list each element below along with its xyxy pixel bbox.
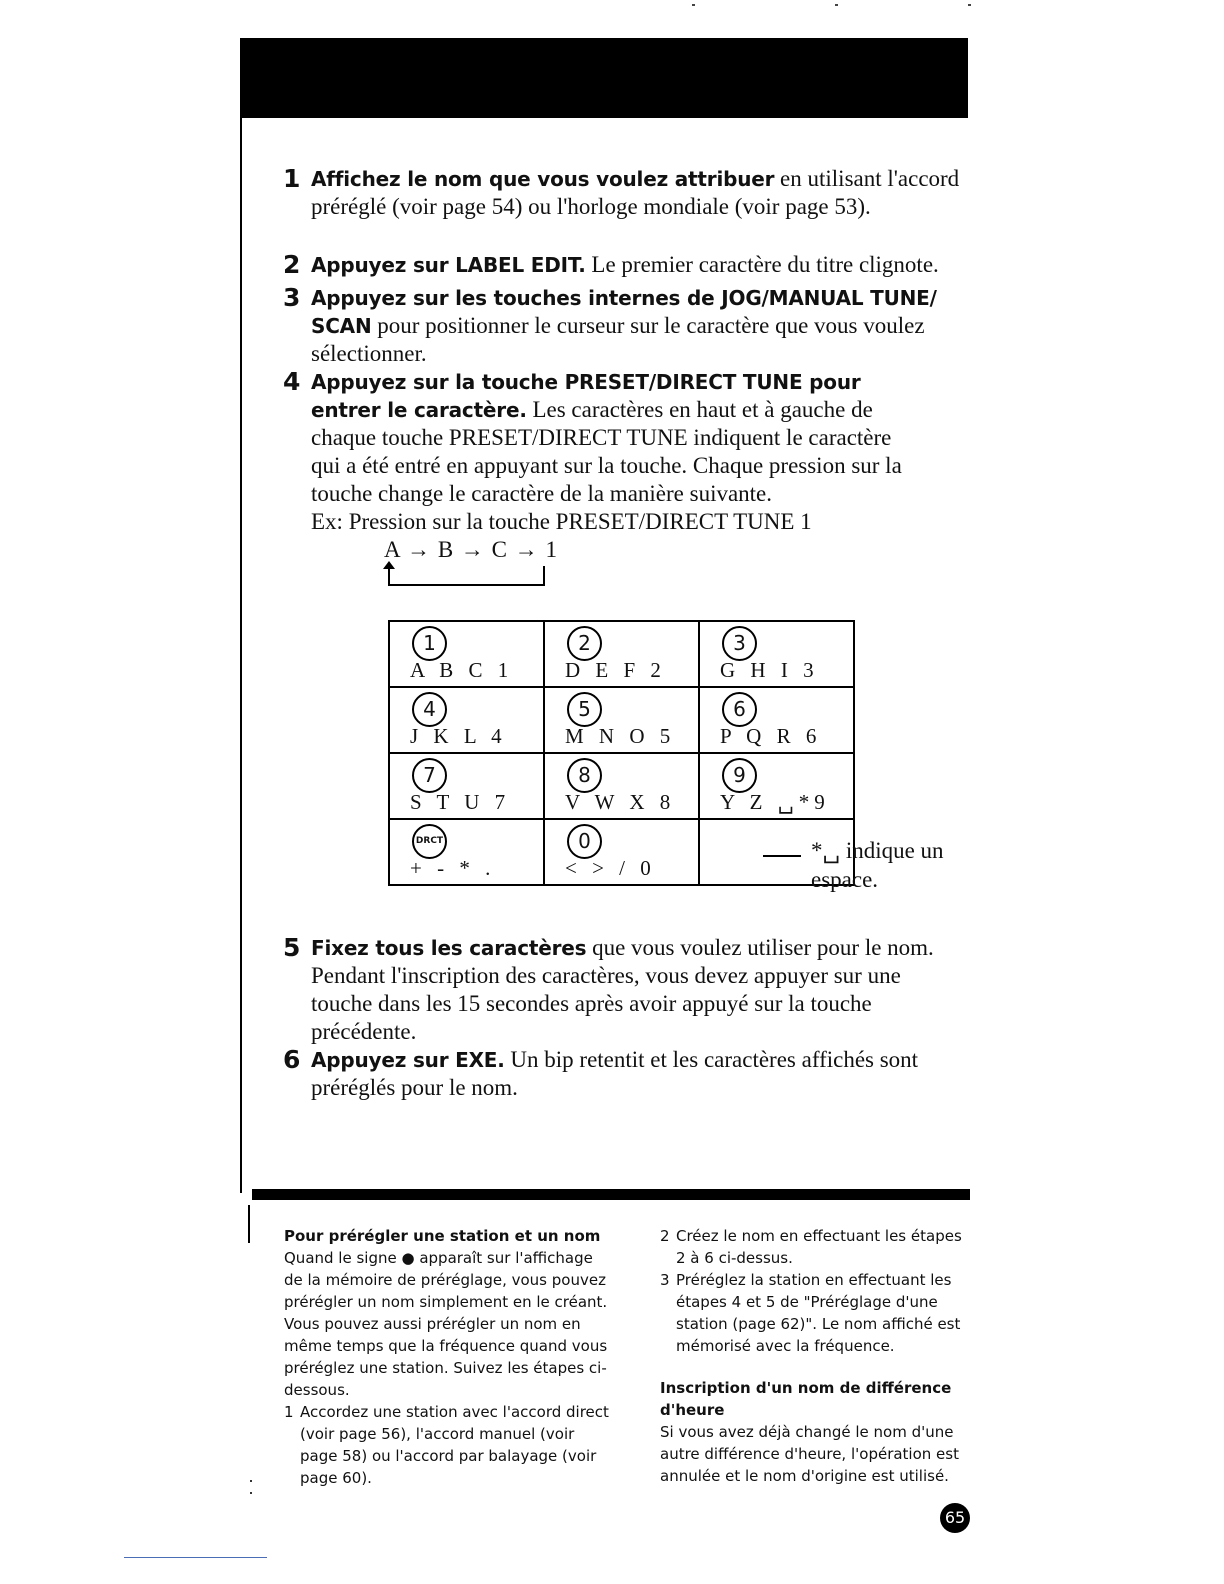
step-number: 6 [283, 1045, 301, 1074]
list-text: Créez le nom en effectuant les étapes 2 à 6 ci-dessus. [676, 1227, 962, 1267]
left-rule [240, 118, 242, 1193]
step-6 [283, 1046, 943, 1102]
key-cell [389, 819, 544, 885]
key-6-icon: 6 [722, 692, 757, 727]
key-5-icon: 5 [567, 692, 602, 727]
key-cell [544, 621, 699, 687]
key-chars: G H I 3 [720, 658, 819, 682]
step-heading: Appuyez sur les touches internes de JOG/MANUAL TUNE/ SCAN [311, 286, 937, 338]
scan-mark [968, 4, 971, 6]
key-chars: + - * . [410, 856, 496, 880]
section-divider [252, 1189, 970, 1200]
note-time-difference [660, 1225, 970, 1487]
key-chars: S T U 7 [410, 790, 511, 814]
note-list-item [660, 1269, 970, 1357]
empty-dash [763, 855, 801, 857]
step-number: 4 [283, 367, 301, 396]
step-heading: Fixez tous les caractères [311, 936, 587, 960]
step-5 [283, 934, 963, 1046]
step-1 [283, 165, 963, 221]
key-2-icon: 2 [567, 626, 602, 661]
list-text: Préréglez la station en effectuant les étapes 4 et 5 de "Préréglage d'une station (page 62)". Le nom affiché est mémorisé avec la fréquence. [676, 1271, 961, 1355]
scan-mark [250, 1480, 252, 1482]
sequence-return-line [388, 584, 545, 586]
step-heading: Appuyez sur EXE. [311, 1048, 505, 1072]
key-chars: Y Z ␣*9 [720, 790, 830, 814]
key-cell [389, 753, 544, 819]
key-7-icon: 7 [412, 758, 447, 793]
list-number: 1 [284, 1403, 294, 1421]
scan-mark [835, 4, 838, 6]
step-text: que vous voulez utiliser pour le nom. Pendant l'inscription des caractères, vous devez appuyer sur une touche dans les 15 secondes après avoir appuyé sur la touche précédente. [311, 935, 934, 1044]
key-8-icon: 8 [567, 758, 602, 793]
step-4 [283, 368, 923, 536]
key-chars: P Q R 6 [720, 724, 822, 748]
note-preset-station [284, 1225, 614, 1489]
list-text: Accordez une station avec l'accord direct (voir page 56), l'accord manuel (voir page 58) ou l'accord par balayage (voir page 60). [300, 1403, 609, 1487]
note-text: Quand le signe ● apparaît sur l'affichage de la mémoire de préréglage, vous pouvez prérégler un nom simplement en le créant. [284, 1249, 608, 1311]
note-list-item [660, 1225, 970, 1269]
key-cell [389, 687, 544, 753]
note-text: Si vous avez déjà changé le nom d'une autre différence d'heure, l'opération est annulée et le nom d'origine est utilisé. [660, 1423, 959, 1485]
space-note: *␣ indique un espace. [811, 838, 944, 892]
step-heading: Appuyez sur la touche PRESET/DIRECT TUNE pour entrer le caractère. [311, 370, 861, 422]
key-chars: J K L 4 [410, 724, 507, 748]
note-list-item [284, 1401, 614, 1489]
key-0-icon: 0 [567, 824, 602, 859]
step-number: 1 [283, 164, 301, 193]
key-chars: D E F 2 [565, 658, 666, 682]
step-number: 3 [283, 283, 301, 312]
key-cell [544, 687, 699, 753]
step-text: Le premier caractère du titre clignote. [585, 252, 939, 277]
left-rule-bottom [248, 1205, 250, 1243]
step-3 [283, 284, 953, 368]
key-cell [699, 687, 854, 753]
preset-key-table [388, 620, 855, 886]
sequence-return-line [543, 566, 545, 585]
key-chars: M N O 5 [565, 724, 676, 748]
step-number: 2 [283, 250, 301, 279]
key-cell [544, 819, 699, 885]
step-number: 5 [283, 933, 301, 962]
scan-mark [250, 1492, 252, 1494]
key-9-icon: 9 [722, 758, 757, 793]
sequence-return-arrow [383, 561, 395, 569]
key-chars: < > / 0 [565, 856, 656, 880]
step-heading: Appuyez sur LABEL EDIT. [311, 253, 586, 277]
key-cell [699, 753, 854, 819]
step-2 [283, 251, 963, 279]
key-3-icon: 3 [722, 626, 757, 661]
header-bar [240, 38, 968, 118]
key-cell [389, 621, 544, 687]
step-text: pour positionner le curseur sur le caractère que vous voulez sélectionner. [311, 313, 925, 366]
step-text: en utilisant l'accord préréglé (voir page 54) ou l'horloge mondiale (voir page 53). [311, 166, 960, 219]
step-example: Ex: Pression sur la touche PRESET/DIRECT TUNE 1 [311, 509, 812, 534]
step-heading: Affichez le nom que vous voulez attribuer [311, 167, 775, 191]
key-cell [544, 753, 699, 819]
key-cell [699, 621, 854, 687]
footer-rule [124, 1557, 267, 1558]
key-direct-icon: DRCT [412, 824, 447, 859]
note-title: Inscription d'un nom de différence d'heure [660, 1379, 952, 1419]
note-text: Vous pouvez aussi prérégler un nom en même temps que la fréquence quand vous préréglez une station. Suivez les étapes ci-dessous. [284, 1315, 608, 1399]
key-chars: A B C 1 [410, 658, 514, 682]
page-number-badge: 65 [940, 1503, 970, 1533]
list-number: 2 [660, 1227, 670, 1245]
key-4-icon: 4 [412, 692, 447, 727]
character-sequence: A → B → C → 1 [384, 537, 559, 562]
note-title: Pour prérégler une station et un nom [284, 1227, 601, 1245]
step-text: Les caractères en haut et à gauche de chaque touche PRESET/DIRECT TUNE indiquent le caractère qui a été entré en appuyant sur la touche. Chaque pression sur la touche change le caractère de la manière suivante. [311, 397, 902, 506]
step-text: Un bip retentit et les caractères affichés sont préréglés pour le nom. [311, 1047, 919, 1100]
list-number: 3 [660, 1271, 670, 1289]
key-chars: V W X 8 [565, 790, 676, 814]
scan-mark [692, 4, 695, 6]
key-1-icon: 1 [412, 626, 447, 661]
